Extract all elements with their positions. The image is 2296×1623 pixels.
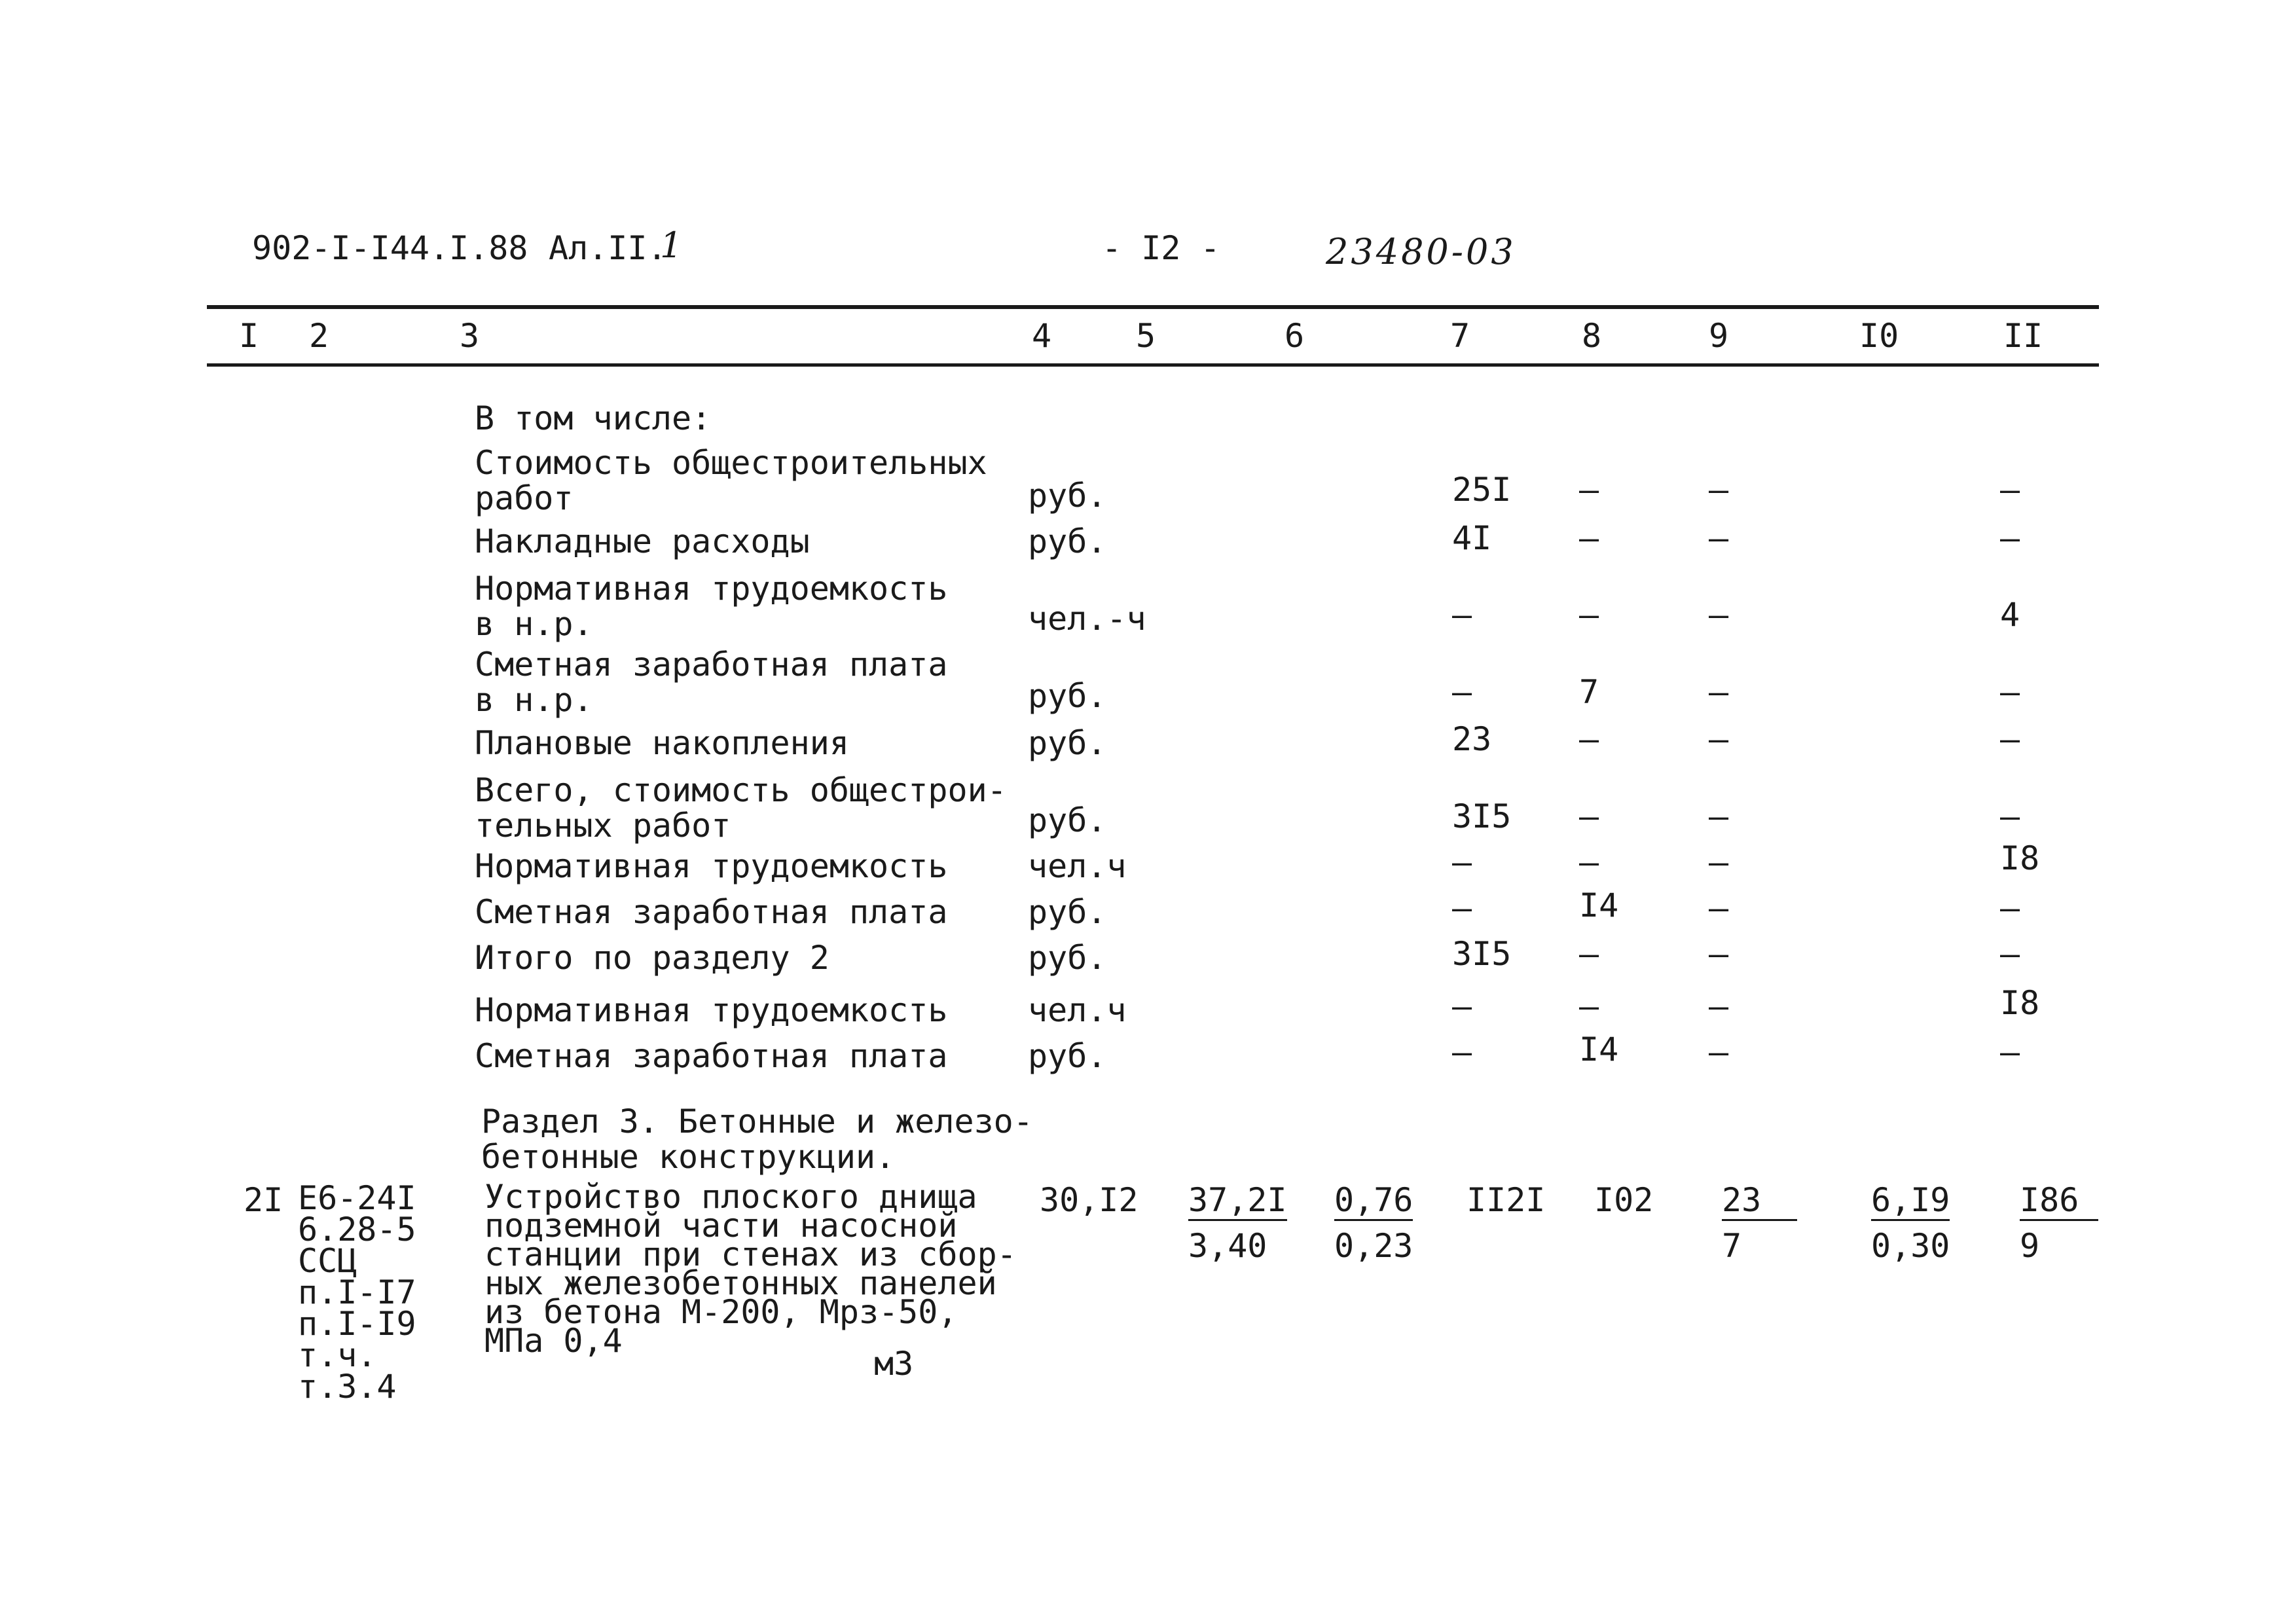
col-header-7: 7 bbox=[1450, 317, 1470, 355]
row-col7: – bbox=[1452, 843, 1472, 881]
row-col9: – bbox=[1709, 987, 1729, 1025]
item-col11-top: I86 bbox=[2020, 1182, 2098, 1221]
col-header-11: II bbox=[2003, 317, 2043, 355]
header-bottom-rule bbox=[207, 363, 2099, 367]
col-header-3: 3 bbox=[460, 317, 480, 355]
row-unit: руб. bbox=[1028, 724, 1107, 762]
row-col9: – bbox=[1709, 471, 1729, 509]
row-label: Нормативная трудоемкость bbox=[475, 847, 948, 885]
row-col11: – bbox=[2000, 673, 2020, 711]
row-label: Итого по разделу 2 bbox=[475, 939, 829, 977]
row-col8: – bbox=[1579, 720, 1599, 758]
item-col11-bottom: 9 bbox=[2020, 1227, 2040, 1265]
row-unit: чел.ч bbox=[1028, 991, 1127, 1029]
row-col9: – bbox=[1709, 720, 1729, 758]
row-col8: – bbox=[1579, 987, 1599, 1025]
row-label: Сметная заработная плата bbox=[475, 1037, 948, 1075]
row-label: Плановые накопления bbox=[475, 724, 849, 762]
row-unit: руб. bbox=[1028, 1037, 1107, 1075]
item-col5-bottom: 3,40 bbox=[1188, 1227, 1267, 1265]
row-col7: 23 bbox=[1452, 720, 1492, 758]
row-col11: – bbox=[2000, 471, 2020, 509]
col-header-5: 5 bbox=[1136, 317, 1156, 355]
col-header-4: 4 bbox=[1032, 317, 1052, 355]
row-label: Стоимость общестроительных работ bbox=[475, 444, 987, 517]
sheet-label: Ал.II. bbox=[549, 229, 667, 267]
item-col7: II2I bbox=[1467, 1181, 1546, 1219]
row-unit: чел.ч bbox=[1028, 847, 1127, 885]
row-unit: чел.-ч bbox=[1028, 600, 1146, 638]
row-col8: – bbox=[1579, 471, 1599, 509]
item-col10-top: 6,I9 bbox=[1871, 1182, 1950, 1221]
row-col9: – bbox=[1709, 519, 1729, 557]
row-col8: – bbox=[1579, 843, 1599, 881]
row-col11: – bbox=[2000, 720, 2020, 758]
row-col11: I8 bbox=[2000, 839, 2040, 877]
row-unit: руб. bbox=[1028, 522, 1107, 560]
row-label: В том числе: bbox=[475, 399, 712, 437]
item-code: Е6-24I 6.28-5 ССЦ п.I-I7 п.I-I9 т.ч. т.3.4 bbox=[298, 1179, 416, 1406]
row-label: Сметная заработная плата в н.р. bbox=[475, 646, 948, 719]
row-col8: – bbox=[1579, 935, 1599, 973]
section-title: Раздел 3. Бетонные и железо- бетонные конструкции. bbox=[481, 1103, 1033, 1176]
row-col8: – bbox=[1579, 596, 1599, 634]
row-col8: 7 bbox=[1579, 673, 1599, 711]
row-col7: 25I bbox=[1452, 471, 1512, 509]
row-label: Нормативная трудоемкость bbox=[475, 991, 948, 1029]
row-label: Сметная заработная плата bbox=[475, 893, 948, 931]
row-col7: – bbox=[1452, 596, 1472, 634]
item-col4: 30,I2 bbox=[1040, 1181, 1139, 1219]
col-header-6: 6 bbox=[1285, 317, 1305, 355]
item-description: Устройство плоского днища подземной части насосной станции при стенах из сбор- ных железобетонных панелей из бетона М-200, Мрз-50, МПа 0,4 bbox=[484, 1178, 1017, 1360]
row-col9: – bbox=[1709, 843, 1729, 881]
item-col6-top: 0,76 bbox=[1334, 1182, 1413, 1221]
item-col10-bottom: 0,30 bbox=[1871, 1227, 1950, 1265]
row-col9: – bbox=[1709, 797, 1729, 835]
row-unit: руб. bbox=[1028, 677, 1107, 715]
item-col8: I02 bbox=[1594, 1181, 1654, 1219]
row-col7: – bbox=[1452, 987, 1472, 1025]
item-unit: м3 bbox=[874, 1345, 914, 1383]
row-col7: 3I5 bbox=[1452, 935, 1512, 973]
row-col11: – bbox=[2000, 889, 2020, 927]
doc-code: 902-I-I44.I.88 bbox=[252, 229, 528, 267]
item-col9-top: 23 bbox=[1722, 1182, 1797, 1221]
row-col9: – bbox=[1709, 673, 1729, 711]
row-col7: – bbox=[1452, 1033, 1472, 1071]
row-col11: – bbox=[2000, 519, 2020, 557]
row-unit: руб. bbox=[1028, 477, 1107, 515]
col-header-9: 9 bbox=[1709, 317, 1729, 355]
row-col7: – bbox=[1452, 889, 1472, 927]
row-col9: – bbox=[1709, 1033, 1729, 1071]
row-label: Нормативная трудоемкость в н.р. bbox=[475, 570, 948, 643]
row-unit: руб. bbox=[1028, 893, 1107, 931]
row-col11: – bbox=[2000, 1033, 2020, 1071]
row-col11: 4 bbox=[2000, 596, 2020, 634]
row-col8: I4 bbox=[1579, 1030, 1619, 1068]
row-col7: – bbox=[1452, 673, 1472, 711]
row-col9: – bbox=[1709, 889, 1729, 927]
row-col11: I8 bbox=[2000, 984, 2040, 1022]
item-col6-bottom: 0,23 bbox=[1334, 1227, 1413, 1265]
row-unit: руб. bbox=[1028, 939, 1107, 977]
row-col8: I4 bbox=[1579, 886, 1619, 924]
header-top-rule bbox=[207, 305, 2099, 309]
row-col9: – bbox=[1709, 596, 1729, 634]
row-col8: – bbox=[1579, 519, 1599, 557]
row-col7: 3I5 bbox=[1452, 797, 1512, 835]
row-unit: руб. bbox=[1028, 801, 1107, 839]
row-col8: – bbox=[1579, 797, 1599, 835]
handwritten-number: 23480-03 bbox=[1326, 231, 1516, 272]
col-header-1: I bbox=[239, 317, 259, 355]
page-number: - I2 - bbox=[1102, 229, 1220, 267]
sheet-mark: 1 bbox=[660, 225, 685, 266]
col-header-2: 2 bbox=[309, 317, 329, 355]
col-header-8: 8 bbox=[1582, 317, 1602, 355]
item-col5-top: 37,2I bbox=[1188, 1182, 1287, 1221]
row-label: Всего, стоимость общестрои- тельных работ bbox=[475, 771, 1007, 845]
row-col11: – bbox=[2000, 797, 2020, 835]
row-col11: – bbox=[2000, 935, 2020, 973]
row-col7: 4I bbox=[1452, 519, 1492, 557]
row-label: Накладные расходы bbox=[475, 522, 810, 560]
item-number: 2I bbox=[244, 1181, 283, 1219]
row-col9: – bbox=[1709, 935, 1729, 973]
item-col9-bottom: 7 bbox=[1722, 1227, 1742, 1265]
col-header-10: I0 bbox=[1859, 317, 1899, 355]
